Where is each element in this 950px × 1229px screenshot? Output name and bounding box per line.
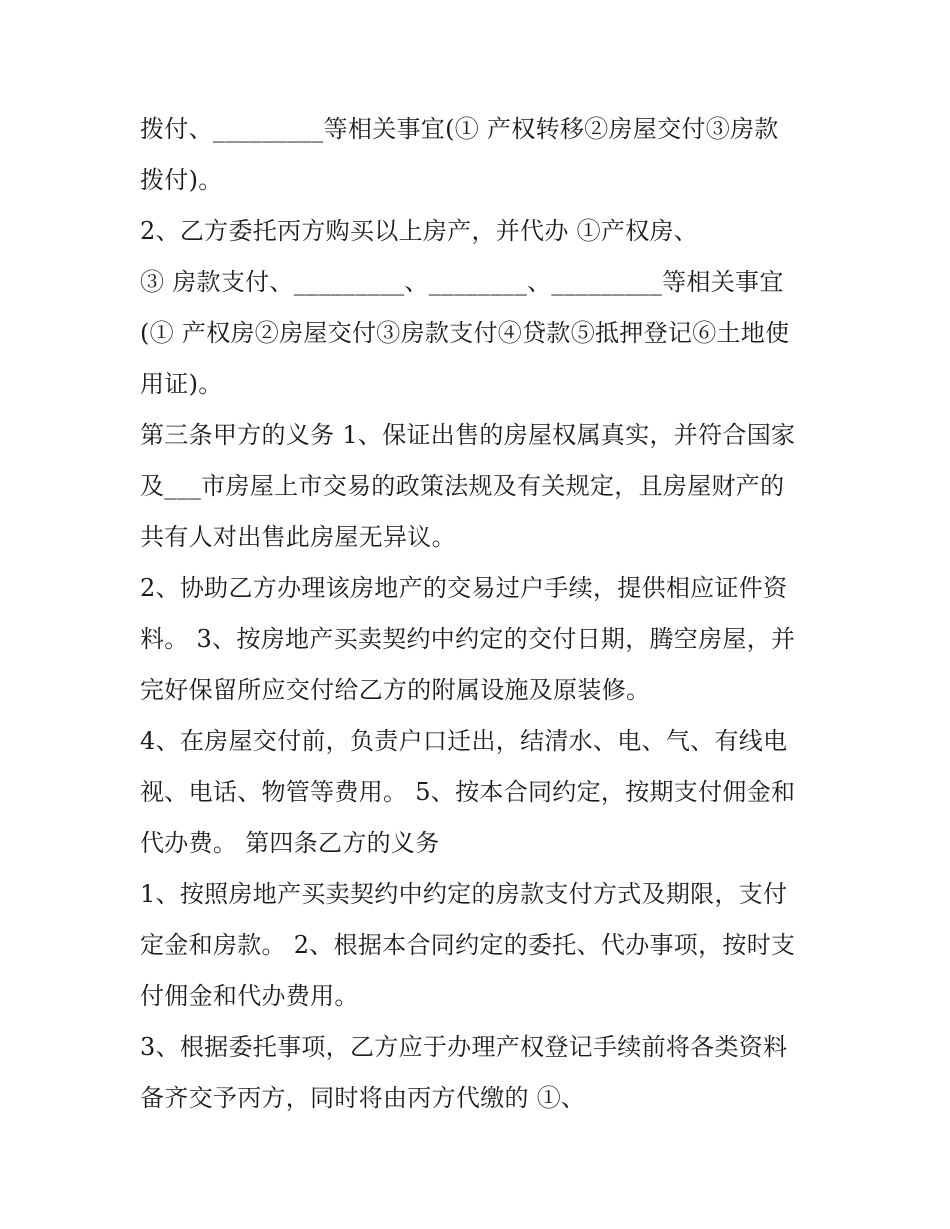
text-line: 用证)。	[140, 370, 223, 398]
text-line: 备齐交予丙方，同时将由丙方代缴的 ①、	[140, 1084, 586, 1112]
text-line: 付佣金和代办费用。	[140, 982, 359, 1010]
text-line: 1、按照房地产买卖契约中约定的房款支付方式及期限，支付	[140, 880, 788, 908]
text-line: 拨付、_________等相关事宜(① 产权转移②房屋交付③房款	[140, 115, 779, 143]
text-line: 共有人对出售此房屋无异议。	[140, 523, 456, 551]
text-line: 第三条甲方的义务 1、保证出售的房屋权属真实，并符合国家	[140, 421, 796, 449]
text-line: 2、协助乙方办理该房地产的交易过户手续，提供相应证件资	[140, 574, 788, 602]
text-line: 视、电话、物管等费用。 5、按本合同约定，按期支付佣金和	[140, 778, 796, 806]
text-line: 完好保留所应交付给乙方的附属设施及原装修。	[140, 676, 651, 704]
text-line: (① 产权房②房屋交付③房款支付④贷款⑤抵押登记⑥土地使	[140, 319, 790, 347]
text-line: 代办费。 第四条乙方的义务	[140, 829, 440, 857]
text-line: 4、在房屋交付前，负责户口迁出，结清水、电、气、有线电	[140, 727, 788, 755]
text-line: ③ 房款支付、_________、________、_________等相关事宜	[140, 268, 784, 296]
text-line: 3、根据委托事项，乙方应于办理产权登记手续前将各类资料	[140, 1033, 788, 1061]
text-line: 2、乙方委托丙方购买以上房产，并代办 ①产权房、	[140, 217, 699, 245]
text-line: 定金和房款。 2、根据本合同约定的委托、代办事项，按时支	[140, 931, 796, 959]
text-line: 及___市房屋上市交易的政策法规及有关规定，且房屋财产的	[140, 472, 785, 500]
text-line: 料。 3、按房地产买卖契约中约定的交付日期，腾空房屋，并	[140, 625, 796, 653]
text-line: 拨付)。	[140, 166, 223, 194]
